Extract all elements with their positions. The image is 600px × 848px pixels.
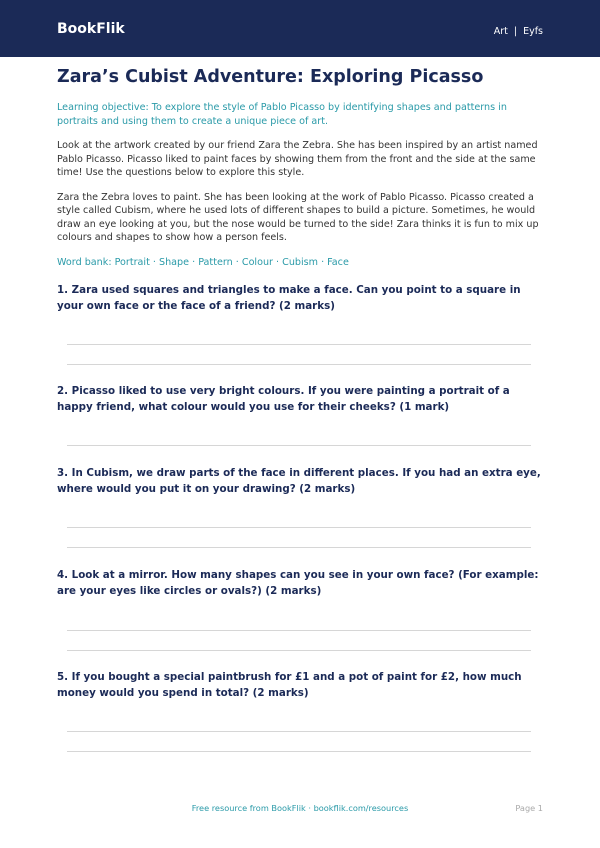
story-paragraph: Zara the Zebra loves to paint. She has been looking at the work of Pablo Picasso. Picasso created a style called Cubism, where he used lots of different shapes to build a picture. Sometimes, he would draw an eye looking at you, but the nose would be turned to the side! Zara thinks it is fun to mix up colours and shapes to show how a person feels. xyxy=(57,191,539,243)
learning-objective: Learning objective: To explore the style of Pablo Picasso by identifying shapes and patterns in portraits and using them to create a unique piece of art. xyxy=(57,102,507,127)
header-bar xyxy=(0,0,600,57)
question-5: 5. If you bought a special paintbrush for £1 and a pot of paint for £2, how much money would you spend in total? (2 marks) xyxy=(57,671,522,699)
question-1: 1. Zara used squares and triangles to make a face. Can you point to a square in your own face or the face of a friend? (2 marks) xyxy=(57,284,521,312)
worksheet-intro xyxy=(57,66,543,269)
answer-line[interactable] xyxy=(67,731,531,732)
level-label: Eyfs xyxy=(523,26,543,37)
question-3: 3. In Cubism, we draw parts of the face in different places. If you had an extra eye, where would you put it on your drawing? (2 marks) xyxy=(57,467,541,495)
answer-line[interactable] xyxy=(67,751,531,752)
meta-separator: | xyxy=(513,26,518,37)
page-title: Zara’s Cubist Adventure: Exploring Picasso xyxy=(57,67,484,87)
brand-logo[interactable]: BookFlik xyxy=(57,21,125,37)
question-4: 4. Look at a mirror. How many shapes can you see in your own face? (For example: are your eyes like circles or ovals?) (2 marks) xyxy=(57,569,539,597)
intro-paragraph: Look at the artwork created by our friend Zara the Zebra. She has been inspired by an artist named Pablo Picasso. Picasso liked to paint faces by showing them from the front and the side at the same time! Use the questions below to explore this style. xyxy=(57,140,538,178)
answer-line[interactable] xyxy=(67,650,531,651)
header-meta xyxy=(494,27,543,37)
footer-resource-link[interactable]: Free resource from BookFlik · bookflik.com/resources xyxy=(191,803,409,813)
answer-line[interactable] xyxy=(67,364,531,365)
word-bank: Word bank: Portrait · Shape · Pattern · Colour · Cubism · Face xyxy=(57,256,349,268)
page-number: Page 1 xyxy=(515,803,543,813)
answer-line[interactable] xyxy=(67,630,531,631)
answer-line[interactable] xyxy=(67,527,531,528)
subject-label: Art xyxy=(493,26,508,37)
answer-line[interactable] xyxy=(67,344,531,345)
answer-line[interactable] xyxy=(67,547,531,548)
answer-line[interactable] xyxy=(67,445,531,446)
question-2: 2. Picasso liked to use very bright colours. If you were painting a portrait of a happy friend, what colour would you use for their cheeks? (1 mark) xyxy=(57,385,510,413)
